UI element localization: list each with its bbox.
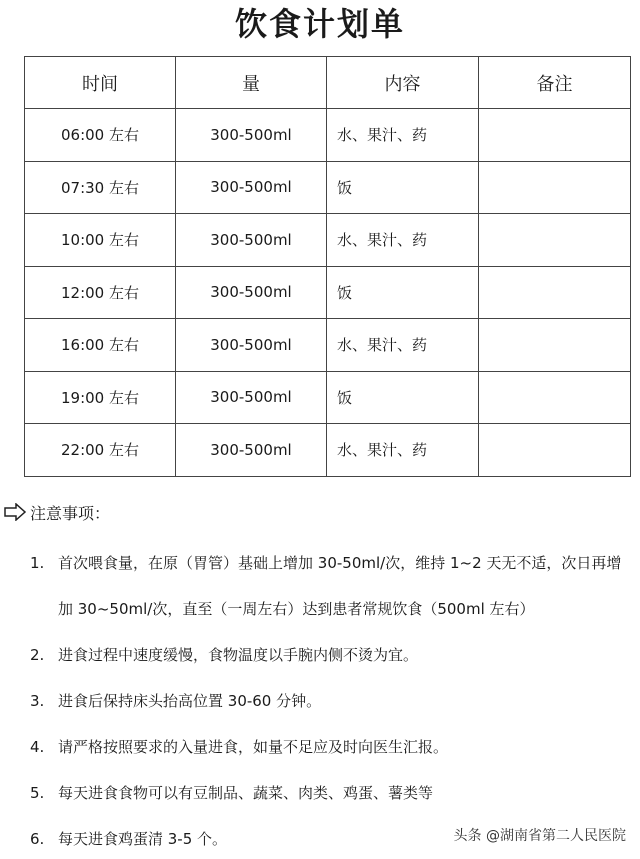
- cell-note: [479, 214, 631, 267]
- cell-content: 水、果汁、药: [327, 424, 479, 477]
- list-item-text: 进食后保持床头抬高位置 30-60 分钟。: [58, 692, 322, 710]
- cell-amount: 300-500ml: [176, 161, 327, 214]
- table-header-row: [25, 57, 631, 109]
- list-item-text: 请严格按照要求的入量进食，如量不足应及时向医生汇报。: [58, 738, 449, 756]
- table-row: [25, 424, 631, 477]
- list-item-text: 每天进食食物可以有豆制品、蔬菜、肉类、鸡蛋、薯类等: [58, 784, 434, 802]
- cell-content: 水、果汁、药: [327, 109, 479, 162]
- cell-note: [479, 371, 631, 424]
- cell-time: 10:00 左右: [25, 214, 176, 267]
- watermark: 头条 @湖南省第二人民医院: [450, 823, 630, 847]
- list-item-number: 1.: [30, 554, 45, 572]
- cell-time: 16:00 左右: [25, 319, 176, 372]
- cell-content: 饭: [327, 161, 479, 214]
- table-row: [25, 371, 631, 424]
- table-row: [25, 319, 631, 372]
- cell-note: [479, 266, 631, 319]
- list-item: [30, 770, 630, 816]
- cell-amount: 300-500ml: [176, 371, 327, 424]
- cell-note: [479, 161, 631, 214]
- cell-amount: 300-500ml: [176, 319, 327, 372]
- list-item: [30, 724, 630, 770]
- header-note: 备注: [479, 57, 631, 109]
- list-item-text: 进食过程中速度缓慢，食物温度以手腕内侧不烫为宜。: [58, 646, 419, 664]
- table-row: [25, 266, 631, 319]
- cell-content: 饭: [327, 266, 479, 319]
- cell-time: 06:00 左右: [25, 109, 176, 162]
- notes-list: [30, 540, 630, 859]
- cell-note: [479, 424, 631, 477]
- table-row: [25, 214, 631, 267]
- cell-time: 12:00 左右: [25, 266, 176, 319]
- table-row: [25, 161, 631, 214]
- cell-content: 水、果汁、药: [327, 214, 479, 267]
- cell-note: [479, 109, 631, 162]
- list-item-number: 3.: [30, 692, 45, 710]
- list-item-number: 2.: [30, 646, 45, 664]
- cell-time: 07:30 左右: [25, 161, 176, 214]
- list-item: [30, 540, 630, 632]
- header-time: 时间: [25, 57, 176, 109]
- cell-amount: 300-500ml: [176, 266, 327, 319]
- cell-time: 22:00 左右: [25, 424, 176, 477]
- notes-heading: [4, 498, 110, 526]
- header-amount: 量: [176, 57, 327, 109]
- list-item-number: 6.: [30, 830, 45, 848]
- cell-note: [479, 319, 631, 372]
- list-item-text: 每天进食鸡蛋清 3-5 个。: [58, 830, 228, 848]
- cell-content: 饭: [327, 371, 479, 424]
- page-title: 饮食计划单: [234, 5, 405, 43]
- cell-content: 水、果汁、药: [327, 319, 479, 372]
- list-item: [30, 678, 630, 724]
- cell-time: 19:00 左右: [25, 371, 176, 424]
- header-content: 内容: [327, 57, 479, 109]
- list-item-text: 首次喂食量，在原（胃管）基础上增加 30-50ml/次，维持 1~2 天无不适，次日再增加 30~50ml/次，直至（一周左右）达到患者常规饮食（500ml 左右）: [58, 554, 622, 618]
- diet-plan-table: [24, 56, 631, 477]
- list-item-number: 5.: [30, 784, 45, 802]
- list-item: [30, 632, 630, 678]
- arrow-right-icon: [4, 503, 26, 521]
- cell-amount: 300-500ml: [176, 424, 327, 477]
- cell-amount: 300-500ml: [176, 214, 327, 267]
- table-row: [25, 109, 631, 162]
- list-item-number: 4.: [30, 738, 45, 756]
- notes-heading-text: 注意事项：: [30, 503, 111, 523]
- cell-amount: 300-500ml: [176, 109, 327, 162]
